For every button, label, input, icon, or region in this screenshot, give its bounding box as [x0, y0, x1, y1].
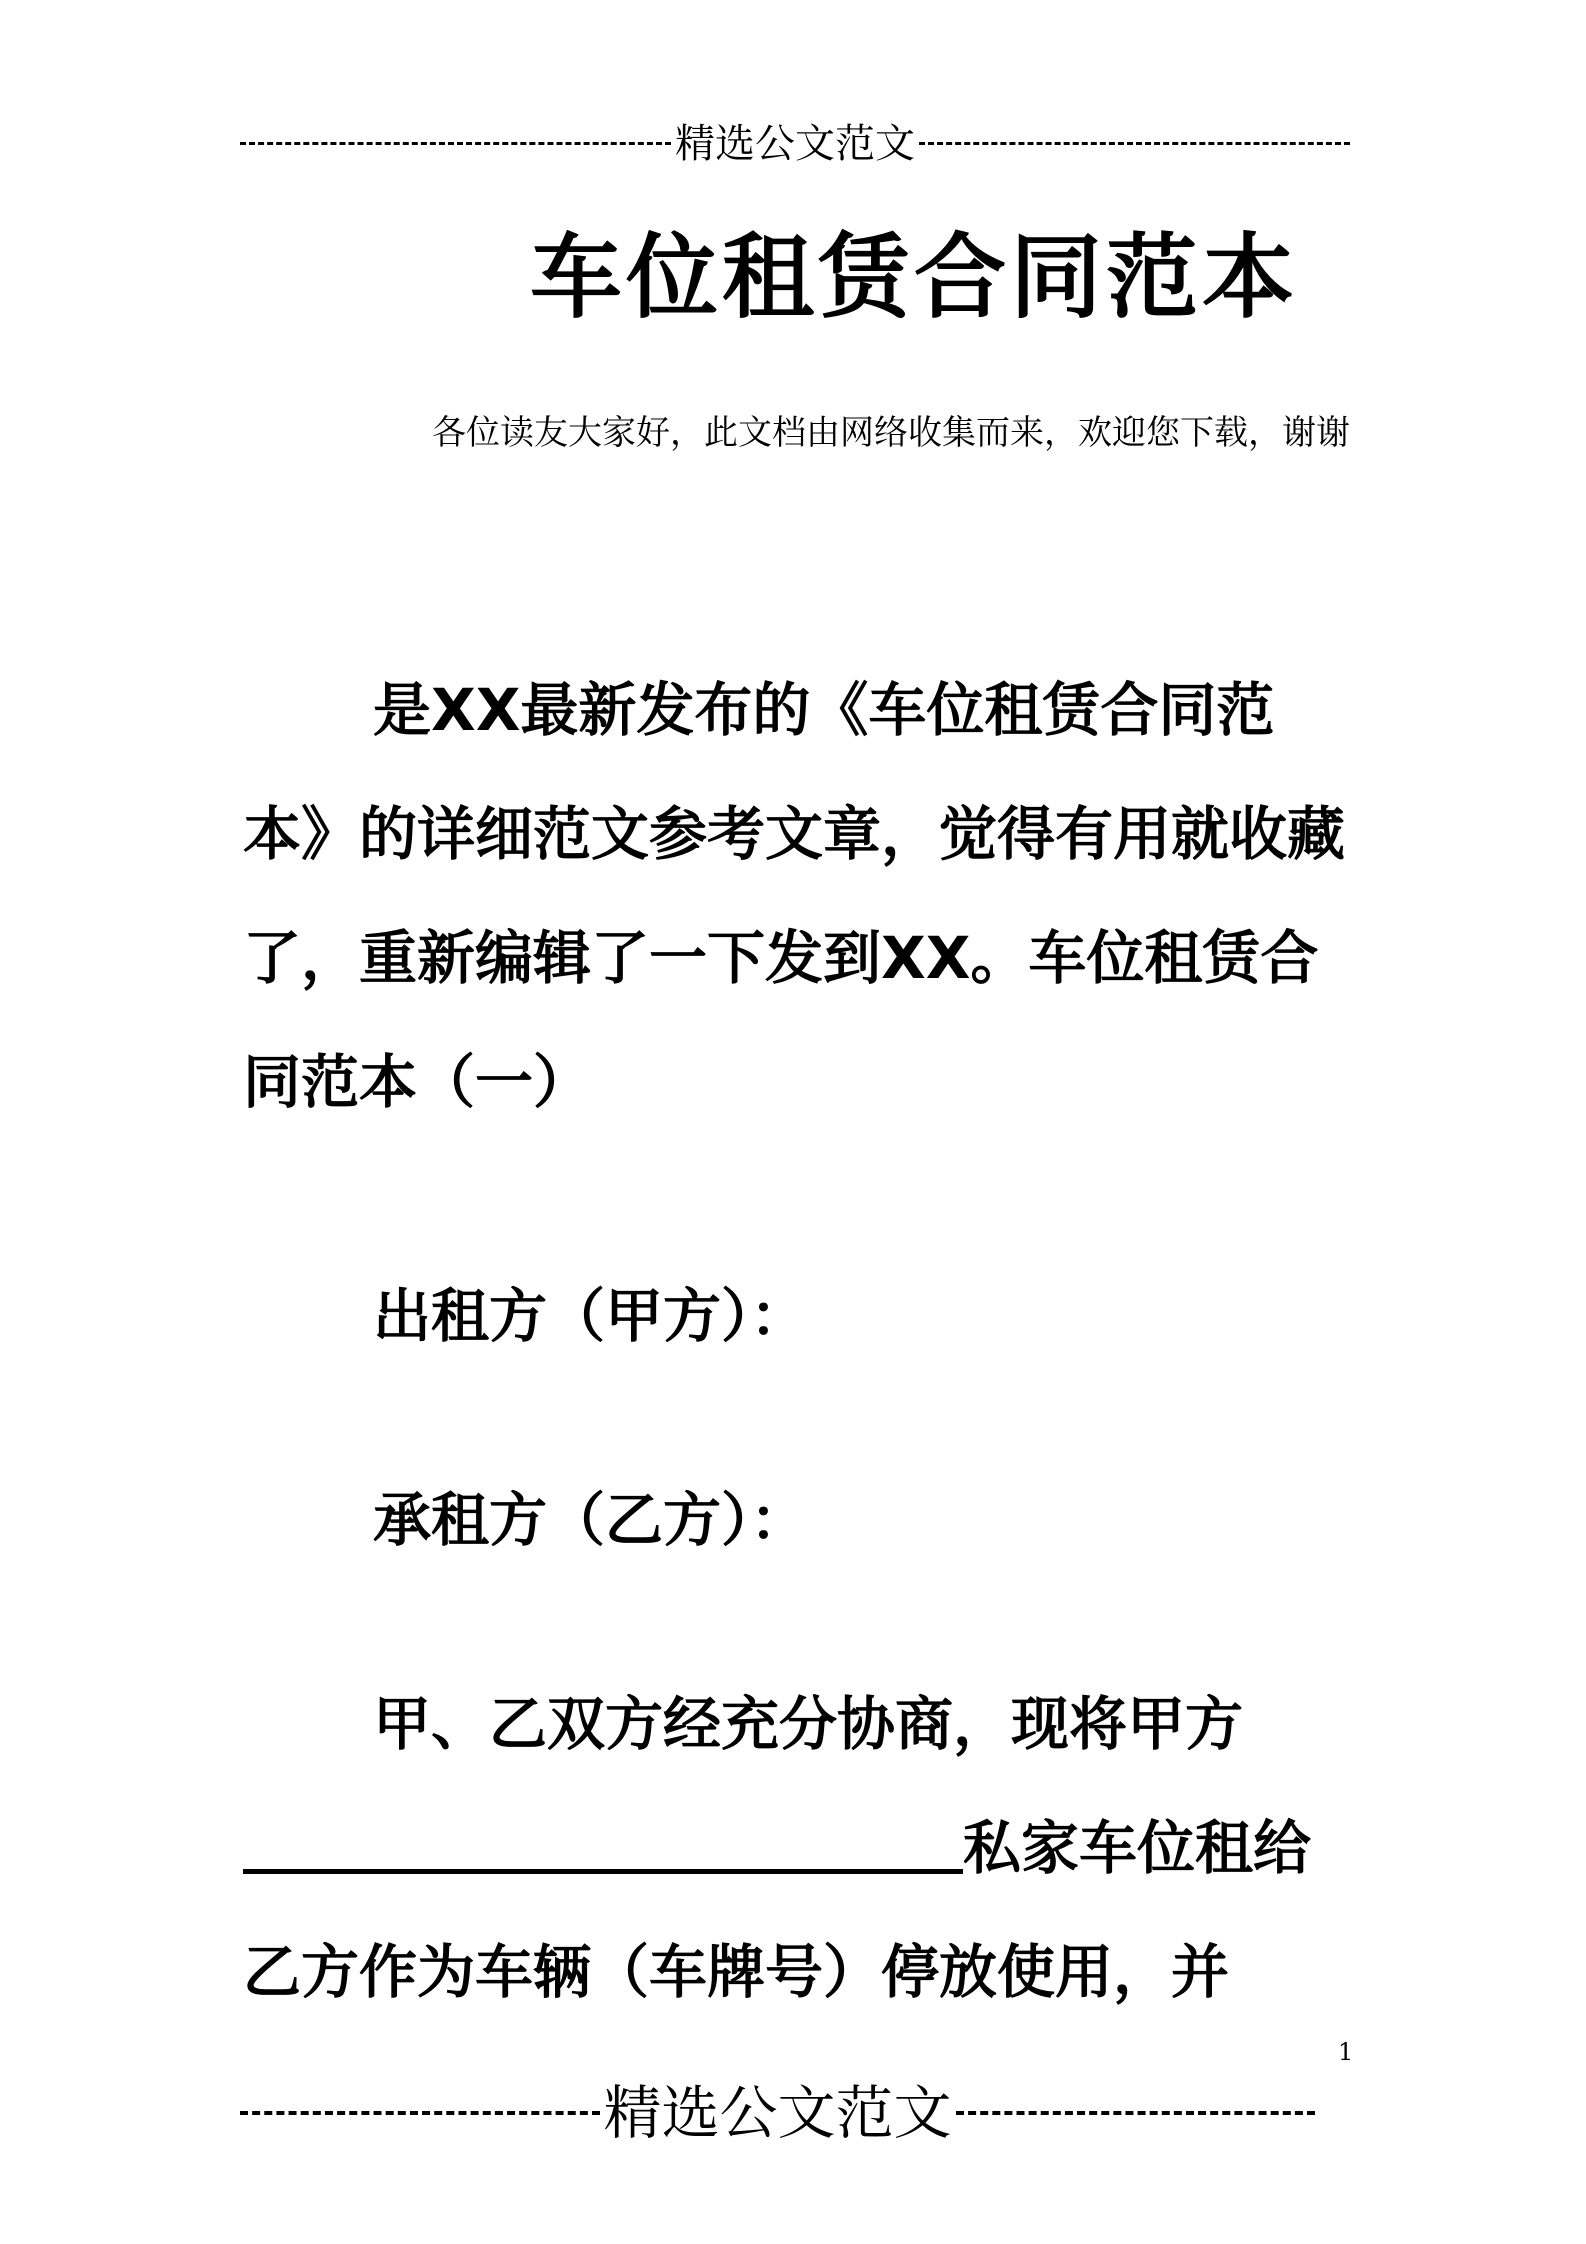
paragraph-lessor: 出租方（甲方）： — [373, 1282, 809, 1350]
agreement-text-start: 甲、乙双方经充分协商，现将甲方 — [373, 1690, 1244, 1758]
paragraph-intro: 是XX最新发布的《车位租赁合同范本》的详细范文参考文章，觉得有用就收藏了，重新编辑了一下发到XX。车位租赁合同范本（一） — [243, 676, 1346, 1116]
footer-label: 精选公文范文 — [603, 2079, 952, 2147]
footer-dash-left — [240, 2111, 600, 2115]
paragraph-lessee: 承租方（乙方）： — [373, 1486, 809, 1554]
paragraph-agreement — [243, 1662, 1353, 2034]
header-label: 精选公文范文 — [675, 120, 915, 167]
footer-dash-right — [956, 2111, 1315, 2115]
document-subtitle: 各位读友大家好，此文档由网络收集而来，欢迎您下载，谢谢 — [432, 413, 1350, 453]
header-dash-right — [919, 142, 1350, 145]
page-header — [240, 112, 1350, 168]
page-footer — [240, 2068, 1315, 2148]
page-number: 1 — [1338, 2038, 1354, 2066]
agreement-text-continued: 私家车位租给乙方作为车辆（车牌号）停放使用，并 — [243, 1814, 1312, 2006]
document-title: 车位租赁合同范本 — [530, 224, 1299, 331]
fill-in-blank-line — [243, 1809, 963, 1874]
header-dash-left — [240, 142, 671, 145]
